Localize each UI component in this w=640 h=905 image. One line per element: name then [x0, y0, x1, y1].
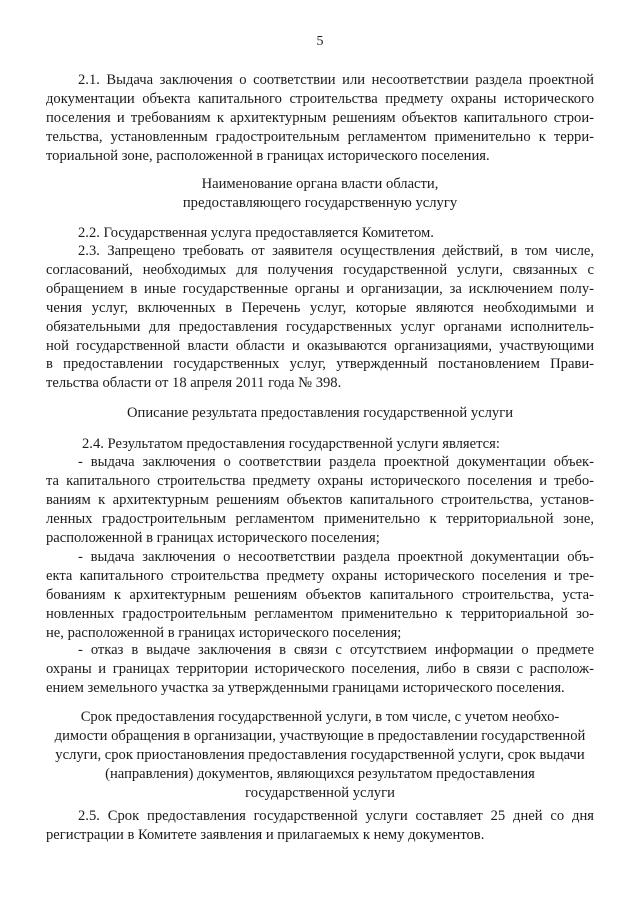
paragraph-line: расположенной в границах исторического поселения; [46, 530, 380, 546]
paragraph-line: обязательными для предоставления государственных услуг органами исполнитель- [46, 319, 594, 335]
paragraph-line: ной государственной власти области и оказываются организациями, участвующими [46, 338, 594, 354]
paragraph-line: не, расположенной в границах исторического поселения; [46, 625, 402, 641]
section-heading-line: Наименование органа власти области, [201, 176, 439, 192]
page-number: 5 [316, 34, 324, 49]
paragraph-line: регистрации в Комитете заявления и прилагаемых к нему документов. [46, 827, 485, 843]
section-heading-line: Описание результата предоставления государственной услуги [126, 405, 514, 421]
paragraph-line: новленных градостроительным регламентом применительно к территориальной зо- [46, 606, 594, 622]
paragraph-line: охраны и границах территории исторического поселения, либо в связи с располож- [46, 661, 594, 677]
paragraph-line: 2.4. Результатом предоставления государственной услуги является: [82, 436, 500, 452]
paragraph-line: 2.2. Государственная услуга предоставляется Комитетом. [78, 225, 434, 241]
paragraph-line: та капитального строительства предмету охраны исторического поселения и требо- [46, 473, 594, 489]
paragraph-line: ленных градостроительным регламентом применительно к территориальной зоне, [46, 511, 594, 527]
paragraph-line: ением земельного участка за утвержденными границами исторического поселения. [46, 680, 565, 696]
paragraph-line: поселения и требованиям к архитектурным решениям объектов капитального строи- [46, 110, 594, 126]
section-heading-line: димости обращения в организации, участвующие в предоставлении государственной [54, 728, 586, 744]
paragraph-line: - выдача заключения о соответствии раздела проектной документации объек- [78, 454, 594, 470]
paragraph-line: - отказ в выдаче заключения в связи с отсутствием информации о предмете [78, 642, 594, 658]
section-heading-line: государственной услуги [245, 785, 395, 801]
section-heading-line: Срок предоставления государственной услуги, в том числе, с учетом необхо- [80, 709, 560, 725]
paragraph-line: 2.3. Запрещено требовать от заявителя осуществления действий, в том числе, [78, 243, 594, 259]
section-heading-line: (направления) документов, являющихся результатом предоставления [105, 766, 535, 782]
paragraph-line: документации объекта капитального строительства предмету охраны исторического [46, 91, 594, 107]
paragraph-line: обращением в иные государственные органы и организации, за исключением полу- [46, 281, 594, 297]
section-heading-line: предоставляющего государственную услугу [182, 195, 458, 211]
paragraph-line: ваниям к архитектурным решениям объектов капитального строительства, установ- [46, 492, 594, 508]
paragraph-line: тельства, установленным градостроительным регламентом применительно к терри- [46, 129, 594, 145]
paragraph-line: согласований, необходимых для получения государственной услуги, связанных с [46, 262, 594, 278]
paragraph-line: екта капитального строительства предмету охраны исторического поселения и тре- [46, 568, 594, 584]
paragraph-line: бованиям к архитектурным решениям объектов капитального строительства, уста- [46, 587, 594, 603]
paragraph-line: ториальной зоне, расположенной в границах исторического поселения. [46, 148, 490, 164]
paragraph-line: тельства области от 18 апреля 2011 года № 398. [46, 375, 342, 391]
paragraph-line: 2.5. Срок предоставления государственной услуги составляет 25 дней со дня [78, 808, 594, 824]
paragraph-line: в предоставлении государственных услуг, утвержденный постановлением Прави- [46, 356, 594, 372]
section-heading-line: услуги, срок приостановления предоставления государственной услуги, срок выдачи [55, 747, 585, 763]
paragraph-line: чения услуг, включенных в Перечень услуг, которые являются необходимыми и [46, 300, 594, 316]
paragraph-line: 2.1. Выдача заключения о соответствии или несоответствии раздела проектной [78, 72, 594, 88]
paragraph-line: - выдача заключения о несоответствии раздела проектной документации объ- [78, 549, 594, 565]
